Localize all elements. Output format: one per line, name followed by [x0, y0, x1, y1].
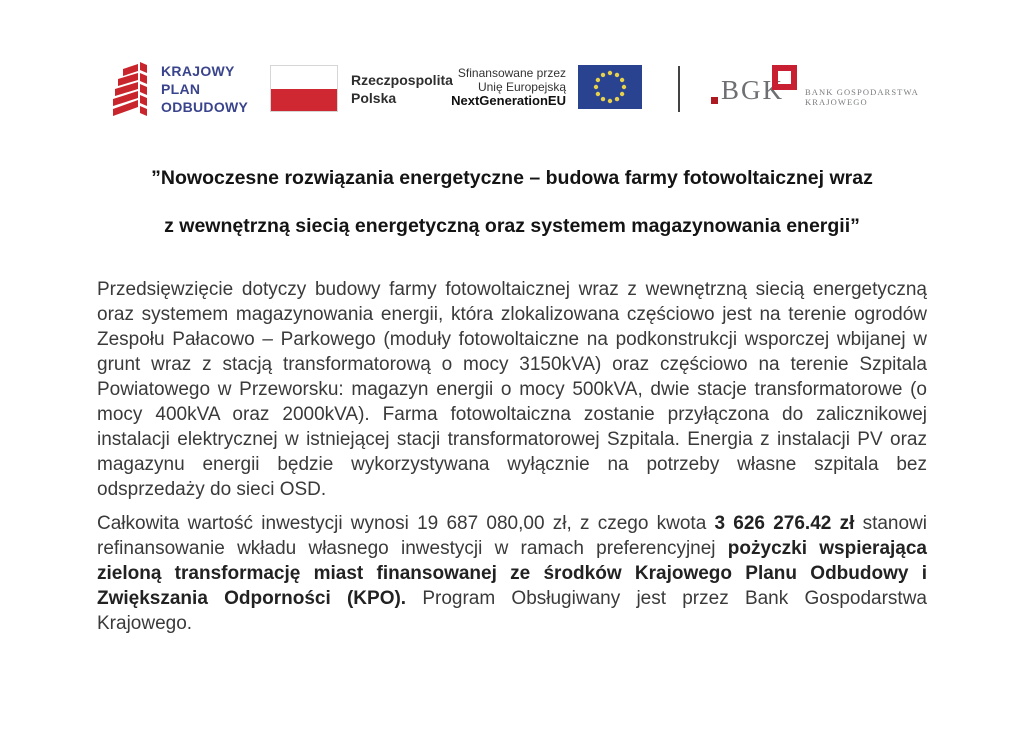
- document-title: [97, 154, 927, 250]
- bgk-logo: [706, 58, 921, 118]
- eu-funding-line-1: Sfinansowane przez: [457, 66, 566, 80]
- poland-flag-icon: [270, 65, 338, 112]
- eu-funding-line-2: Unię Europejską: [477, 80, 566, 94]
- bgk-abbreviation: BGK: [721, 75, 785, 105]
- header-divider: [678, 66, 680, 112]
- kpo-line-3: ODBUDOWY: [161, 99, 249, 115]
- bgk-red-square-icon: [772, 65, 797, 90]
- kpo-line-2: PLAN: [161, 81, 201, 97]
- logo-header: [0, 0, 1024, 130]
- kpo-building-icon: [112, 60, 148, 118]
- kpo-loan-bold: pożyczki wspierająca zieloną transformację miast finansowanej ze środków Krajowego Planu Odbudowy i Zwiększania Odporności (KPO).: [97, 538, 927, 609]
- bgk-full-name: [805, 87, 919, 107]
- paragraph-project-description: Przedsięwzięcie dotyczy budowy farmy fotowoltaicznej wraz z wewnętrzną siecią energetyczną oraz systemem magazynowania energii, która zlokalizowana częściowo jest na terenie ogrodów Zespołu Pałacowo – Parkowego (moduły fotowoltaiczne na podkonstrukcji wsporczej wbijanej w grunt wraz z stacją transformatorową o mocy 3150kVA) oraz częściowo na terenie Szpitala Powiatowego w Przeworsku: magazyn energii o mocy 500kVA, dwie stacje transformatorowe (o mocy 400kVA oraz 2000kVA). Farma fotowoltaiczna zostanie przyłączona do zalicznikowej instalacji elektrycznej w istniejącej stacji transformatorowej Szpitala. Energia z instalacji PV oraz magazynu energii będzie wykorzystywana wyłącznie na potrzeby własne szpitala bez odsprzedaży do sieci OSD.: [97, 279, 927, 500]
- eu-funding-logo: [428, 65, 642, 109]
- kpo-line-1: KRAJOWY: [161, 63, 235, 79]
- kpo-logo: [112, 60, 248, 118]
- document-body: [0, 154, 1024, 636]
- poland-line-2: Polska: [351, 89, 397, 106]
- investment-text-1: Całkowita wartość inwestycji wynosi 19 687 080,00 zł, z czego kwota: [97, 513, 715, 534]
- bgk-name-line-1: BANK GOSPODARSTWA: [805, 87, 919, 97]
- investment-amount-bold: 3 626 276.42 zł: [714, 513, 855, 534]
- investment-text-2: stanowi refinansowanie wkładu własnego inwestycji w ramach preferencyjnej: [97, 513, 927, 559]
- eu-funding-text: [428, 66, 566, 108]
- investment-text-3: Program Obsługiwany jest przez Bank Gospodarstwa Krajowego.: [97, 588, 927, 634]
- poland-flag-white-stripe: [271, 66, 337, 89]
- paragraph-investment-value: [97, 511, 927, 636]
- kpo-logo-text: [161, 62, 248, 116]
- poland-flag-red-stripe: [271, 89, 337, 112]
- document-title-line-1: ”Nowoczesne rozwiązania energetyczne – budowa farmy fotowoltaicznej wraz: [151, 167, 873, 189]
- eu-funding-line-3: NextGenerationEU: [451, 93, 566, 108]
- document-title-line-2: z wewnętrzną siecią energetyczną oraz systemem magazynowania energii”: [164, 215, 860, 237]
- poland-line-1: Rzeczpospolita: [351, 71, 453, 88]
- poland-logo: [270, 65, 453, 112]
- eu-flag-icon: [578, 65, 642, 109]
- bgk-red-dot-icon: [711, 97, 718, 104]
- bgk-name-line-2: KRAJOWEGO: [805, 97, 868, 107]
